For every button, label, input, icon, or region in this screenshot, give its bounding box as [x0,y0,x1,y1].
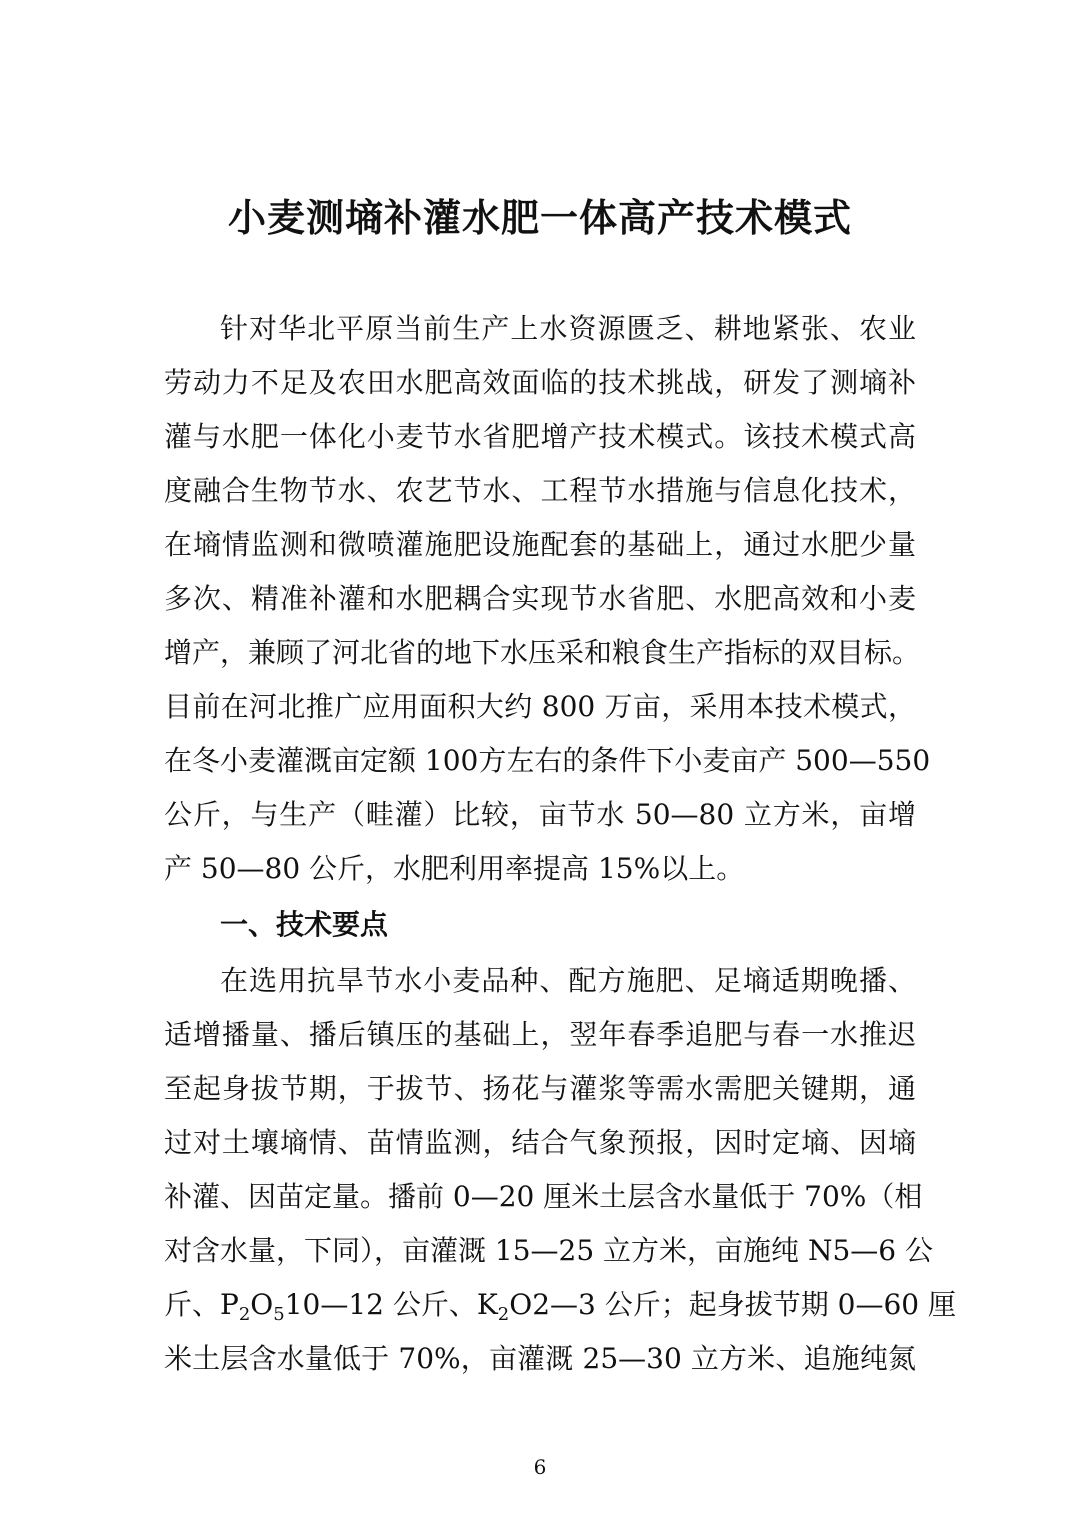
intro-line: 在冬小麦灌溉亩定额 100方左右的条件下小麦亩产 500—550 [164,744,931,777]
section-line: 米土层含水量低于 70%，亩灌溉 25—30 立方米、追施纯氮 [164,1342,916,1375]
section-line: 过对土壤墒情、苗情监测，结合气象预报，因时定墒、因墒 [164,1126,916,1159]
subscript: 2 [497,1304,510,1325]
intro-line: 增产，兼顾了河北省的地下水压采和粮食生产指标的双目标。 [164,636,921,669]
section-line: 补灌、因苗定量。播前 0—20 厘米土层含水量低于 70%（相 [164,1180,923,1213]
document-title: 小麦测墒补灌水肥一体高产技术模式 [227,196,852,240]
section-line: 至起身拔节期，于拔节、扬花与灌浆等需水需肥关键期，通 [164,1072,916,1105]
intro-line: 目前在河北推广应用面积大约 800 万亩，采用本技术模式， [164,690,916,723]
formula-text: O2—3 公斤；起身拔节期 0—60 厘 [509,1288,956,1321]
intro-line: 公斤，与生产（畦灌）比较，亩节水 50—80 立方米，亩增 [164,798,916,831]
intro-line: 在墒情监测和微喷灌施肥设施配套的基础上，通过水肥少量 [164,528,916,561]
intro-line: 灌与水肥一体化小麦节水省肥增产技术模式。该技术模式高 [164,420,916,453]
formula-line [164,1278,956,1332]
section-line: 在选用抗旱节水小麦品种、配方施肥、足墒适期晚播、 [220,964,916,997]
formula-text: 10—12 公斤、K [284,1288,498,1321]
intro-line: 产 50—80 公斤，水肥利用率提高 15%以上。 [164,852,745,885]
section-line: 适增播量、播后镇压的基础上，翌年春季追肥与春一水推迟 [164,1018,916,1051]
intro-line: 度融合生物节水、农艺节水、工程节水措施与信息化技术， [164,474,916,507]
formula-text: 斤、P [164,1288,239,1321]
section-line: 对含水量，下同），亩灌溉 15—25 立方米，亩施纯 N5—6 公 [164,1234,933,1267]
page-number: 6 [533,1455,547,1479]
intro-line: 劳动力不足及农田水肥高效面临的技术挑战，研发了测墒补 [164,366,916,399]
intro-line: 多次、精准补灌和水肥耦合实现节水省肥、水肥高效和小麦 [164,582,916,615]
formula-text: O [250,1288,274,1321]
subscript: 5 [273,1304,285,1325]
intro-line: 针对华北平原当前生产上水资源匮乏、耕地紧张、农业 [220,312,916,345]
section-heading: 一、技术要点 [220,908,389,941]
subscript: 2 [238,1304,251,1325]
